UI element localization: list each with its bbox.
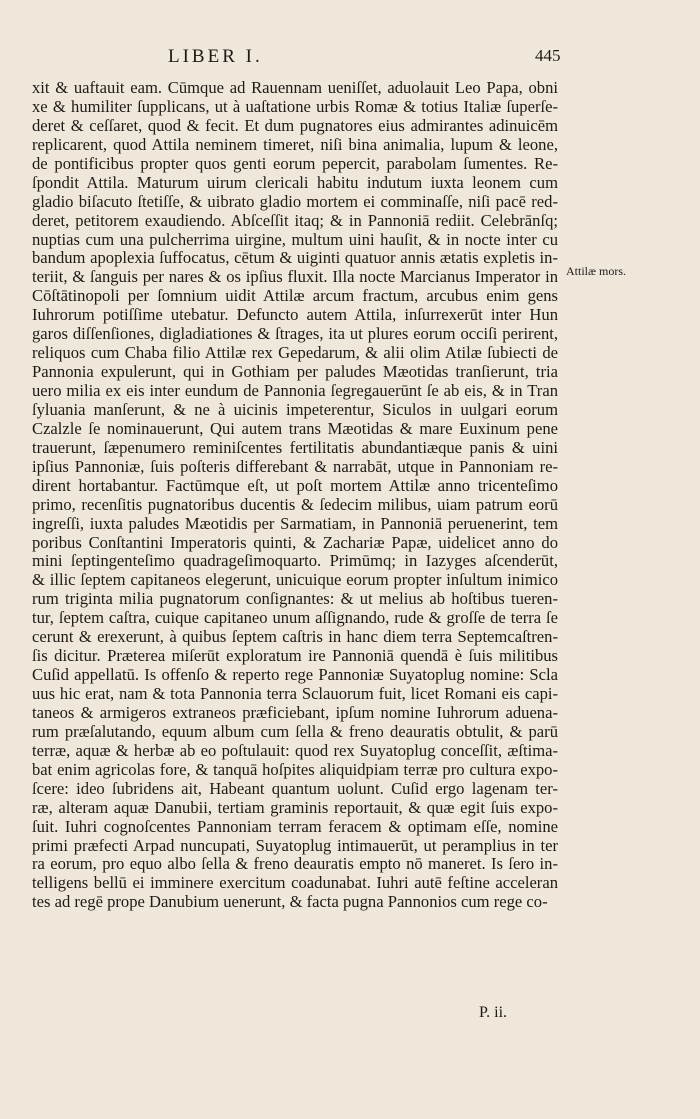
running-head: LIBER I.: [168, 46, 263, 67]
text-line: de pontificibus propter quos genti eorum pepercit, parabolam ſumentes. Re-: [32, 153, 558, 173]
text-line: telligens bellū ei imminere exercitum coadunabat. Iuhri autē feſtine acceleran: [32, 873, 558, 893]
text-line: Iuhrorum potiſſime utebatur. Defuncto autem Attila, inſurrexerūt inter Hun: [32, 305, 558, 325]
text-line: ſuit. Iuhri cognoſcentes Pannoniam terram feracem & optimam eſſe, nomine: [32, 816, 558, 836]
text-line: rum præſalutando, equum album cum ſella & freno deauratis obtulit, & parū: [32, 721, 558, 741]
text-line: ra eorum, pro equo albo ſella & freno deauratis empto nō maneret. Is ſero in-: [32, 854, 558, 874]
text-line: xe & humiliter ſupplicans, ut à uaſtatione urbis Romæ & totius Italiæ ſuperſe-: [32, 96, 558, 116]
text-line: Cuſid appellatū. Is offenſo & reperto rege Pannoniæ Suyatoplug nomine: Scla: [32, 665, 558, 685]
text-line: gladio biſacuto ſtetiſſe, & uibrato gladio mortem ei comminaſſe, niſi pacē red-: [32, 191, 558, 211]
text-line: & illic ſeptem capitaneos elegerunt, unicuique eorum propter inſultum inimico: [32, 570, 558, 590]
text-line: ingreſſi, iuxta paludes Mæotidis per Sarmatiam, in Pannoniā peruenerint, tem: [32, 513, 558, 533]
page-number: 445: [535, 46, 561, 65]
text-line: ſis dicitur. Præterea miſerūt exploratum ire Pannoniā quendā è ſuis militibus: [32, 646, 558, 666]
text-line: deret, petitorem exaudiendo. Abſceſſit itaq; & in Pannoniā rediit. Celebrānſq;: [32, 210, 558, 230]
text-line: trauerunt, ſæpenumero reminiſcentes fertilitatis abundantiæque panis & uini: [32, 437, 558, 457]
text-line: mini ſeptingenteſimo quadrageſimoquarto. Primūmq; in Iazyges aſcenderūt,: [32, 551, 558, 571]
text-line: reliquos cum Chaba filio Attilæ rex Gepedarum, & alii olim Atilæ ſubiecti de: [32, 343, 558, 363]
text-line: rum triginta milia pugnatorum conſignantes: & ut melius ab hoſtibus tueren-: [32, 589, 558, 609]
text-line: Cōſtātinopoli per ſomnium uidit Attilæ arcum fractum, arcubus enim gens: [32, 286, 558, 306]
text-line: Czalzle ſe nominauerunt, Qui autem trans Mæotidas & mare Euxinum pene: [32, 418, 558, 438]
signature-mark: P. ii.: [479, 1004, 508, 1021]
text-line: ſpondit Attila. Maturum uirum clericali habitu indutum iuxta leonem cum: [32, 172, 558, 192]
text-line: Pannonia expulerunt, qui in Gothiam per paludes Mæotidas tranſierunt, tria: [32, 362, 558, 382]
text-line: uus hic erat, nam & tota Pannonia terra Sclauorum fuit, licet Romani eis capi-: [32, 684, 558, 703]
text-line: ſyluania manſerunt, & ne à uicinis impeterentur, Siculos in uulgari eorum: [32, 399, 558, 419]
text-line: ipſius Pannoniæ, ſuis poſteris differebant & narrabāt, utque in Pannoniam re-: [32, 456, 558, 476]
text-line: deret & ceſſaret, quod & fecit. Et dum pugnatores eius admirantes adinuicēm: [32, 115, 558, 135]
text-line: ræ, alteram aquæ Danubii, tertiam graminis reportauit, & quæ egit ſuis expo-: [32, 797, 558, 817]
text-line: nuptias cum una pulcherrima uirgine, multum uini hauſit, & in nocte inter cu: [32, 229, 558, 249]
text-line: ſcere: ideo ſubridens ait, Habeant quantum uolunt. Cuſid ergo lagenam ter-: [32, 778, 558, 798]
text-line: replicarent, quod Attila neminem timeret, niſi bina animalia, lupum & leone,: [32, 134, 558, 154]
text-line: uero milia ex eis inter eundum de Pannonia ſegregauerūnt ſe ab eis, & in Tran: [32, 381, 558, 400]
text-line: tes ad regē prope Danubium uenerunt, & facta pugna Pannonios cum rege co-: [32, 892, 548, 912]
text-line: poribus Conſtantini Imperatoris quinti, & Zachariæ Papæ, uidelicet anno do: [32, 532, 558, 552]
text-line: tur, ſeptem caſtra, cuique capitaneo unum aſſignando, rude & groſſe de terra ſe: [32, 608, 558, 628]
text-line: dirent hortabantur. Factūmque eſt, ut poſt mortem Attilæ anno tricenteſimo: [32, 475, 558, 495]
text-line: primo, recenſitis pugnatoribus ducentis & ſedecim milibus, uiam patrum eorū: [32, 494, 558, 514]
marginal-note: Attilæ mors.: [566, 264, 627, 278]
text-line: primi præfecti Arpad nuncupati, Suyatoplug intimauerūt, ut peramplius in ter: [32, 835, 558, 855]
text-line: xit & uaftauit eam. Cūmque ad Rauennam ueniſſet, aduolauit Leo Papa, obni: [32, 78, 558, 97]
text-line: teriit, & ſanguis per nares & os ipſius fluxit. Illa nocte Marcianus Imperator in: [32, 267, 558, 287]
text-line: taneos & armigeros extraneos præficiebant, ipſum nomine Iuhrorum aduena-: [32, 702, 558, 722]
text-line: bandum apoplexia ſuffocatus, cētum & uiginti quatuor annis ætatis expletis in-: [32, 248, 558, 268]
text-line: terræ, aquæ & herbæ ab eo poſtulauit: quod rex Suyatoplug conceſſit, æſtima-: [32, 740, 558, 760]
text-line: cerunt & erexerunt, à quibus ſeptem caſtris in hanc diem terra Septemcaſtren-: [32, 627, 558, 647]
text-line: garos diſſenſiones, digladiationes & ſtrages, ita ut plures eorum occiſi perirent,: [32, 324, 558, 344]
page-header: [0, 46, 700, 72]
body-text: [32, 79, 558, 912]
text-line: bat enim agricolas fore, & tanquā hoſpites aliquidpiam terræ pro cultura expo-: [32, 759, 558, 779]
